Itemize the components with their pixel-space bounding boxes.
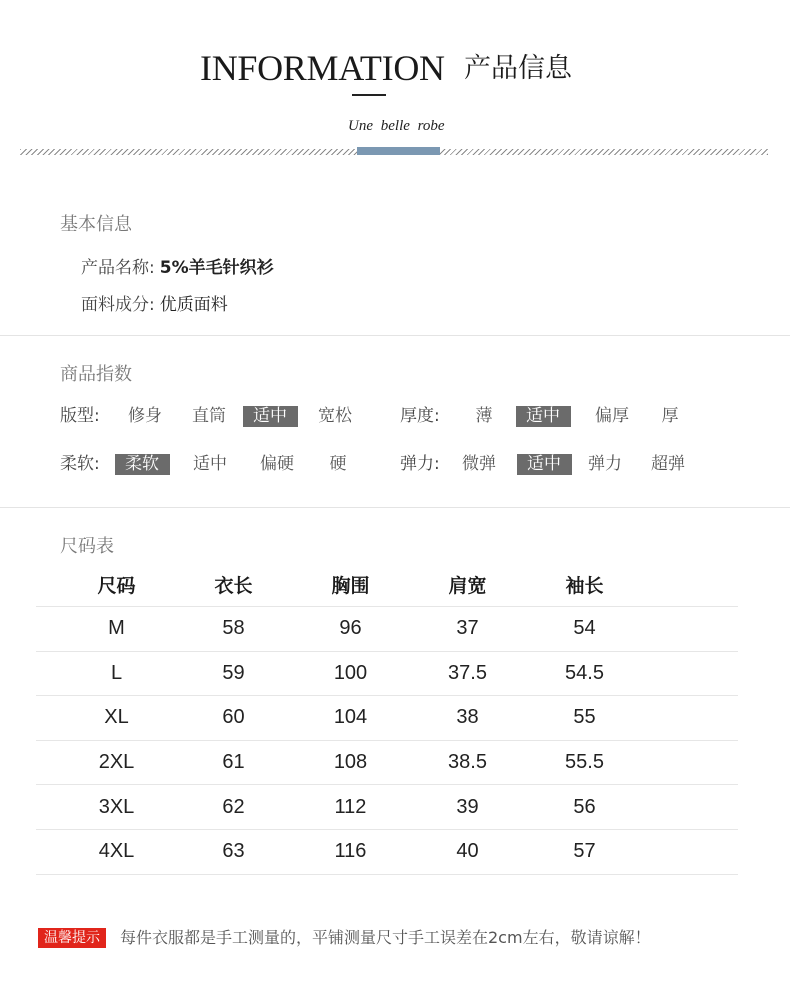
info-value: 5%羊毛针织衫 xyxy=(159,258,274,278)
table-cell: XL xyxy=(104,706,129,729)
table-cell: 116 xyxy=(334,840,367,863)
index-option: 超弹 xyxy=(651,454,685,474)
index-label-thickness: 厚度: xyxy=(400,406,440,426)
table-cell: 57 xyxy=(573,840,596,863)
page-title-en: INFORMATION xyxy=(200,48,445,88)
table-cell: 3XL xyxy=(98,795,135,818)
column-header-size: 尺码 xyxy=(97,574,136,597)
index-option: 柔软 xyxy=(115,454,170,475)
table-cell: L xyxy=(110,661,123,684)
index-option: 弹力 xyxy=(588,454,622,474)
table-cell: 62 xyxy=(222,795,245,818)
page-subtitle: Une belle robe xyxy=(348,118,445,134)
size-table-header xyxy=(36,562,738,607)
index-option: 薄 xyxy=(475,406,493,426)
table-cell: 100 xyxy=(333,661,368,684)
table-row xyxy=(36,696,738,741)
info-row-fabric xyxy=(81,294,228,316)
table-cell: 38 xyxy=(456,706,479,729)
notice-badge: 温馨提示 xyxy=(38,928,106,948)
table-cell: 55.5 xyxy=(565,751,604,774)
index-option: 微弹 xyxy=(462,454,496,474)
table-cell: 112 xyxy=(334,795,367,818)
section-divider xyxy=(0,507,790,508)
table-cell: 54.5 xyxy=(565,661,604,684)
size-table xyxy=(36,562,738,875)
index-option: 适中 xyxy=(193,454,227,474)
table-cell: 40 xyxy=(456,840,479,863)
index-option: 适中 xyxy=(516,406,571,427)
table-cell: 104 xyxy=(333,706,368,729)
index-option: 适中 xyxy=(243,406,298,427)
table-row xyxy=(36,652,738,697)
table-cell: 59 xyxy=(222,661,245,684)
column-header-sleeve: 袖长 xyxy=(565,574,604,597)
index-option: 宽松 xyxy=(318,406,352,426)
table-row xyxy=(36,741,738,786)
table-cell: 108 xyxy=(333,751,368,774)
table-cell: 56 xyxy=(573,795,596,818)
info-label: 产品名称: xyxy=(81,258,155,278)
column-header-shoulder: 肩宽 xyxy=(448,574,487,597)
table-cell: M xyxy=(108,617,125,640)
section-title-size-chart: 尺码表 xyxy=(60,536,114,557)
index-option: 修身 xyxy=(128,406,162,426)
notice-text: 每件衣服都是手工测量的，平铺测量尺寸手工误差在2cm左右，敬请谅解！ xyxy=(120,928,651,947)
table-cell: 58 xyxy=(222,617,245,640)
table-cell: 4XL xyxy=(98,840,135,863)
index-option: 偏厚 xyxy=(595,406,629,426)
title-underline xyxy=(352,94,386,96)
index-label-elasticity: 弹力: xyxy=(400,454,440,474)
table-row xyxy=(36,830,738,875)
table-row xyxy=(36,607,738,652)
index-option: 偏硬 xyxy=(260,454,294,474)
index-label-softness: 柔软: xyxy=(60,454,100,474)
index-option: 硬 xyxy=(329,454,347,474)
table-cell: 37.5 xyxy=(448,661,487,684)
section-title-product-index: 商品指数 xyxy=(60,364,132,385)
column-header-chest: 胸围 xyxy=(331,574,370,597)
section-divider xyxy=(0,335,790,336)
page-title-cn: 产品信息 xyxy=(464,53,572,84)
table-cell: 2XL xyxy=(98,751,135,774)
table-cell: 39 xyxy=(456,795,479,818)
table-cell: 38.5 xyxy=(448,751,487,774)
info-label: 面料成分: xyxy=(81,295,155,315)
index-label-fit: 版型: xyxy=(60,406,100,426)
info-value: 优质面料 xyxy=(159,295,228,315)
table-cell: 63 xyxy=(222,840,245,863)
info-row-product-name xyxy=(81,257,274,279)
section-title-basic-info: 基本信息 xyxy=(60,214,132,235)
index-option: 厚 xyxy=(661,406,679,426)
table-cell: 55 xyxy=(573,706,596,729)
index-option: 直筒 xyxy=(192,406,226,426)
table-cell: 54 xyxy=(573,617,596,640)
column-header-length: 衣长 xyxy=(214,574,253,597)
index-option: 适中 xyxy=(517,454,572,475)
table-cell: 37 xyxy=(456,617,479,640)
table-cell: 96 xyxy=(339,617,362,640)
accent-bar xyxy=(357,147,440,155)
table-cell: 61 xyxy=(222,751,245,774)
table-row xyxy=(36,785,738,830)
table-cell: 60 xyxy=(222,706,245,729)
